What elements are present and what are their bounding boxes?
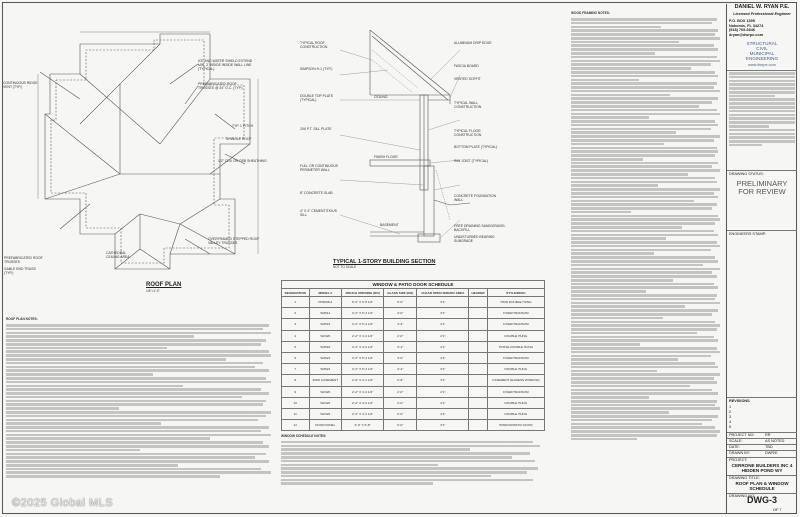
table-cell: 2'-2" X 4'-2 1/2" [342, 408, 384, 419]
revision-4: 4 [729, 420, 732, 424]
table-cell: W2426 [309, 330, 342, 341]
revision-1: 1 [729, 405, 732, 409]
section-callout-slab: 8" CONCRETE SLAB [300, 191, 333, 195]
table-cell: 3'-0" [384, 352, 417, 363]
engineers-stamp-label: ENGINEERS STAMP: [729, 232, 767, 236]
table-cell: 3'-2" X 5'-2 1/2" [342, 319, 384, 330]
firm-subtitle: Licensed Professional Engineer [733, 12, 791, 16]
table-cell: 2'-0" [384, 408, 417, 419]
section-callout-top-plate: DOUBLE TOP PLATE (TYPICAL) [300, 94, 334, 102]
table-cell [469, 364, 487, 375]
table-row [282, 420, 545, 431]
designation-cell: 9 [282, 386, 310, 397]
drawing-title-label: DRAWING TITLE: [729, 476, 760, 480]
table-cell: 2'1" [417, 319, 469, 330]
drawing-status-label: DRAWING STATUS: [729, 172, 764, 176]
schedule-title: WINDOW & PATIO DOOR SCHEDULE [281, 280, 545, 288]
table-cell: DOUBLE HUNG [487, 408, 544, 419]
table-cell: 2'-2" X 4'-2 1/2" [342, 330, 384, 341]
firm-name: DANIEL W. RYAN P.E. [734, 4, 790, 10]
revision-3: 3 [729, 415, 732, 419]
section-callout-simpson: SIMPSON H-1 (TYP.) [300, 67, 333, 71]
discipline-1: STRUCTURAL [746, 41, 778, 46]
table-row [282, 397, 545, 408]
table-cell: 2'-0" [384, 397, 417, 408]
table-cell: CASEMENT (EGRESS WINDOW) [487, 375, 544, 386]
section-title: TYPICAL 1-STORY BUILDING SECTION [333, 259, 436, 265]
table-cell: 2'1" [417, 341, 469, 352]
table-row [282, 375, 545, 386]
designation-cell: 2 [282, 308, 310, 319]
section-callout-floor: TYPICAL FLOOR CONSTRUCTION [454, 129, 482, 137]
table-cell: DOUBLE HUNG [487, 330, 544, 341]
table-row [282, 352, 545, 363]
col-glass-size: GLASS SIZE (RO) [384, 289, 417, 297]
table-cell: FIXED/TRANSOM [487, 308, 544, 319]
window-door-schedule [281, 280, 545, 506]
table-cell: 3'-2" X 5'-2 1/2" [342, 364, 384, 375]
table-cell: W3614 [309, 308, 342, 319]
callout-prefab-trusses: PREFABRICATED ROOF TRUSSES [4, 256, 43, 264]
col-model: MODEL # [309, 289, 342, 297]
table-cell: FIXED/TRANSOM [487, 319, 544, 330]
table-cell [469, 341, 487, 352]
address-email: dryan@dwrpe.com [729, 32, 764, 37]
table-cell: 3'1" [417, 297, 469, 308]
table-cell: W2426 [309, 386, 342, 397]
drawing-status: PRELIMINARY FOR REVIEW [736, 179, 788, 197]
table-cell: 3'-2" X 5'-2 1/2" [342, 352, 384, 363]
table-row [282, 364, 545, 375]
col-style: STYLE/DESC [487, 289, 544, 297]
section-callout-subgrade: UNDISTURBED BEARING SUBGRADE [454, 235, 495, 243]
table-cell: 6'-2" X 6'-8 1/2" [342, 297, 384, 308]
table-cell: 6'-0" [384, 420, 417, 431]
table-cell: 2'-6" X 4'-1 1/2" [342, 375, 384, 386]
table-row [282, 408, 545, 419]
table-cell: 3'-2" [384, 319, 417, 330]
discipline-3: MUNICIPAL [749, 51, 775, 56]
table-cell [469, 352, 487, 363]
website[interactable]: www.dwrpe.com [748, 63, 776, 67]
table-cell: 3'-0" [384, 308, 417, 319]
table-cell: 2'-2" X 4'-2 1/2" [342, 386, 384, 397]
watermark-text: ©2025 Global MLS [12, 497, 114, 509]
callout-gable-end: GABLE END TRUSS (TYP.) [4, 267, 36, 275]
callout-ice-water-shield: ICE AND WATER SHIELD EXTEND MIN. 2' INSIDE INSIDE WALL LINE (TYPICAL) [198, 59, 253, 71]
table-cell [469, 397, 487, 408]
revision-2: 2 [729, 410, 732, 414]
table-cell [469, 375, 487, 386]
schedule-header-row [282, 289, 545, 297]
table-cell: WINDOW/PATIO DOOR [487, 420, 544, 431]
section-callout-perimeter: FULL OR CONTINUOUS PERIMETER WALL [300, 164, 338, 172]
table-cell: 2'1" [417, 386, 469, 397]
table-cell: 2'-0" [384, 330, 417, 341]
table-cell: 2'1" [417, 408, 469, 419]
date-label: DATE: [729, 445, 740, 449]
table-cell [469, 408, 487, 419]
designation-cell: 8 [282, 375, 310, 386]
drawn-by-value: DWR/E [765, 451, 778, 455]
table-cell [469, 330, 487, 341]
project-name: CERRONE BUILDERS INC 4 HIDDEN POND WY [731, 463, 793, 473]
designation-cell: 7 [282, 364, 310, 375]
section-callout-sill: 2X6 P.T. SILL PLATE [300, 127, 332, 131]
callout-pitch: TYP. 1 PITCH [232, 124, 254, 128]
table-cell: DOUBLE HUNG [487, 397, 544, 408]
callout-roof-trusses: PREFABRICATED ROOF TRUSSES @ 24" O.C. (TYP.) [198, 82, 243, 90]
table-row [282, 330, 545, 341]
callout-overframed: OVERFRAMED STEPPED ROOF VALLEY TRUSSES [208, 237, 260, 245]
col-designation: DESIGNATION [282, 289, 310, 297]
section-callout-cementitious: 4" X 4" CEMENTITIOUS SILL [300, 209, 337, 217]
table-cell: TRIPLE DOUBLE HUNG [487, 341, 544, 352]
wood-framing-notes-title: WOOD FRAMING NOTES: [571, 11, 610, 15]
table-cell: FIXED/TRANSOM [487, 386, 544, 397]
callout-shingle: SHINGLE ROOF [226, 137, 252, 141]
section-label-finish-floor: FINISH FLOOR [374, 155, 398, 159]
table-cell: 2'-6" [384, 375, 417, 386]
table-cell: 3'1" [417, 420, 469, 431]
section-callout-wall: TYPICAL WALL CONSTRUCTION [454, 101, 482, 109]
table-cell [469, 297, 487, 308]
table-cell: 3'-2" X 4'-2 1/2" [342, 341, 384, 352]
designation-cell: 6 [282, 352, 310, 363]
table-cell: 6'-0" X 6'-8" [342, 420, 384, 431]
drawn-by-label: DRAWN BY: [729, 451, 751, 455]
section-callout-foundation: CONCRETE FOUNDATION WALL [454, 194, 497, 202]
revisions-label: REVISIONS [729, 399, 750, 403]
table-row [282, 297, 545, 308]
project-no-label: PROJECT NO: [729, 433, 755, 437]
title-block [726, 4, 797, 513]
designation-cell: 12 [282, 420, 310, 431]
table-cell [469, 386, 487, 397]
schedule-notes-title: WINDOW SCHEDULE NOTES: [281, 434, 327, 439]
scale-value: AS NOTED [765, 439, 785, 443]
table-row [282, 319, 545, 330]
table-cell: 2WW CASEMENT [309, 375, 342, 386]
section-label-basement: BASEMENT [380, 223, 399, 227]
designation-cell: 3 [282, 319, 310, 330]
roof-plan-scale: 1/8"=1'-0" [146, 289, 160, 293]
col-header: HEADER [469, 289, 487, 297]
callout-ridge-vent: CONTINUOUS RIDGE VENT (TYP.) [3, 81, 38, 89]
col-clear-open: CLEAR OPEN SIZE/RO AREA [417, 289, 469, 297]
designation-cell: 4 [282, 330, 310, 341]
section-callout-drip-edge: ALUMINUM DRIP EDGE [454, 41, 492, 45]
table-cell: W2426 [309, 408, 342, 419]
section-callout-bottom-plate: BOTTOM PLATE (TYPICAL) [454, 145, 498, 149]
section-callout-backfill: FREE DRAINING SAND/GRAVEL BACKFILL [454, 224, 506, 232]
table-cell [469, 319, 487, 330]
table-cell: DOOR PANEL [309, 420, 342, 431]
project-label: PROJECT: [729, 458, 748, 462]
table-cell: 2'1" [417, 330, 469, 341]
table-cell: TWIN DOUBLE HUNG [487, 297, 544, 308]
address-line-1: P.O. BOX 1395 [729, 19, 755, 23]
table-row [282, 308, 545, 319]
address-line-2: Nokomis, FL 34274 [729, 23, 764, 28]
table-cell: W2426 [309, 397, 342, 408]
table-cell: W3624 [309, 352, 342, 363]
table-cell: 3'-2" X 5'-2 1/2" [342, 308, 384, 319]
table-cell: 2'1" [417, 364, 469, 375]
table-cell: 3'-2" [384, 364, 417, 375]
section-label-ceiling: CEILING [374, 95, 388, 99]
table-cell: W3624 [309, 364, 342, 375]
table-cell: 2'-0" [384, 386, 417, 397]
date-value: TBD [765, 445, 773, 449]
table-row [282, 341, 545, 352]
table-row [282, 386, 545, 397]
schedule-notes-body [281, 441, 543, 485]
discipline-4: ENGINEERING [745, 56, 779, 61]
table-cell: W3616 [309, 341, 342, 352]
roof-plan-notes-body [6, 324, 274, 479]
designation-cell: 5 [282, 341, 310, 352]
project-no: RR [765, 433, 771, 437]
designation-cell: 10 [282, 397, 310, 408]
revision-5: 5 [729, 425, 732, 429]
table-cell: PD6068-2 [309, 297, 342, 308]
scale-label: SCALE: [729, 439, 743, 443]
schedule-body [282, 297, 545, 431]
table-cell: 3'1" [417, 308, 469, 319]
section-callout-fascia: FASCIA BOARD [454, 64, 479, 68]
schedule-table [281, 288, 545, 431]
roof-plan-notes-title: ROOF PLAN NOTES: [6, 317, 38, 321]
callout-cathedral: CATHEDRAL CEILING AREA [106, 251, 130, 259]
table-cell: 6'-0" [384, 297, 417, 308]
drawing-number: DWG-3 [747, 495, 777, 505]
wood-framing-notes-body [571, 18, 721, 442]
table-cell: W3616 [309, 319, 342, 330]
sheet-count: OF 7 [773, 508, 782, 512]
designation-cell: 1 [282, 297, 310, 308]
address-phone: (518) 769-6846 [729, 28, 755, 32]
table-cell [469, 308, 487, 319]
table-cell: DOUBLE HUNG [487, 364, 544, 375]
table-cell: 3'1" [417, 375, 469, 386]
table-cell: 2'1" [417, 397, 469, 408]
section-callout-rim-joist: RIM JOIST (TYPICAL) [454, 159, 489, 163]
table-cell: 3'-1" [384, 341, 417, 352]
disclaimer-text [729, 72, 795, 148]
section-callout-roof: TYPICAL ROOF CONSTRUCTION [300, 41, 328, 49]
designation-cell: 11 [282, 408, 310, 419]
table-cell: 2'1" [417, 352, 469, 363]
col-rough-opening: ROUGH OPENING (RO) [342, 289, 384, 297]
drawing-title: ROOF PLAN & WINDOW SCHEDULE [735, 481, 789, 491]
table-cell: 2'-2" X 4'-2 1/2" [342, 397, 384, 408]
section-callout-soffit: VENTED SOFFIT [454, 77, 481, 81]
drawing-no-label: DRAWING NO: [729, 494, 756, 498]
section-scale: NOT TO SCALE [333, 265, 357, 269]
callout-sheathing: 1/2" CDX OR OSB SHEATHING [218, 159, 267, 163]
discipline-2: CIVIL [756, 46, 768, 51]
table-cell [469, 420, 487, 431]
table-cell: FIXED/TRANSOM [487, 352, 544, 363]
roof-plan-title: ROOF PLAN [146, 282, 182, 288]
